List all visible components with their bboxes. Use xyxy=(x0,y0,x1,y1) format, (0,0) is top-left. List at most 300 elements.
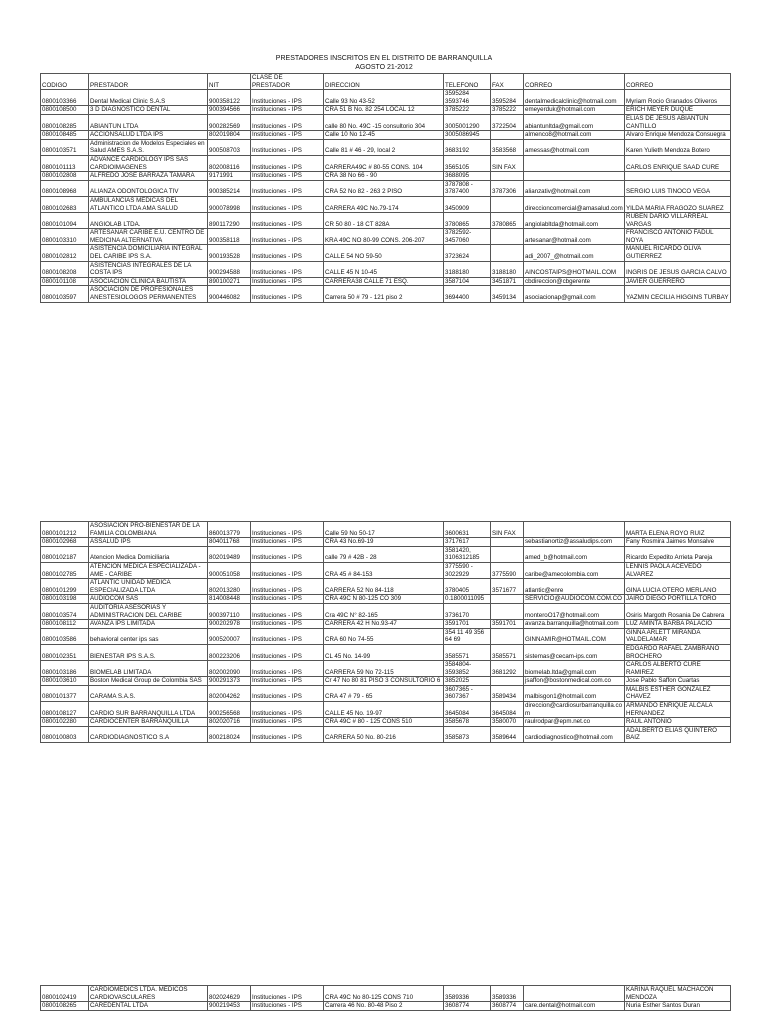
table-row xyxy=(41,131,731,140)
cell-fax: SIN FAX xyxy=(491,522,524,538)
table-row xyxy=(41,620,731,629)
cell-clase: Instituciones - IPS xyxy=(251,595,324,604)
cell-direccion: calle 79 # 42B - 28 xyxy=(324,546,444,562)
cell-fax: 3585571 xyxy=(491,644,524,660)
providers-table-2 xyxy=(40,521,731,743)
cell-codigo: 0800103310 xyxy=(41,229,89,245)
cell-telefono: 3584804-3593852 xyxy=(444,661,491,677)
cell-contacto: GINA LUCIA OTERO MERLANO xyxy=(625,579,731,595)
cell-fax xyxy=(491,677,524,686)
cell-fax: SIN FAX xyxy=(491,155,524,171)
table-row xyxy=(41,286,731,302)
cell-correo: direccioncomercial@amasalud.com xyxy=(524,196,625,212)
cell-fax xyxy=(491,595,524,604)
cell-clase: Instituciones - IPS xyxy=(251,1002,324,1011)
table-row xyxy=(41,245,731,261)
table-row xyxy=(41,685,731,701)
cell-nit: 900202978 xyxy=(208,620,251,629)
cell-contacto: FRANCISCO ANTONIO FADUL NOYA xyxy=(625,229,731,245)
cell-direccion: CRA 60 No 74-55 xyxy=(324,628,444,644)
cell-prestador: ARTESANAR CARIBE E.U. CENTRO DE MEDICINA ALTERNATIVA xyxy=(89,229,208,245)
cell-codigo: 0800102968 xyxy=(41,538,89,547)
table-row xyxy=(41,677,731,686)
table-row xyxy=(41,196,731,212)
cell-fax xyxy=(491,131,524,140)
cell-codigo: 0800101377 xyxy=(41,685,89,701)
cell-contacto: YILDA MARIA FRAGOZO SUAREZ xyxy=(625,196,731,212)
document-date: AGOSTO 21-2012 xyxy=(355,64,413,71)
cell-direccion: Calle 81 # 46 - 29, local 2 xyxy=(324,139,444,155)
table-row xyxy=(41,718,731,727)
cell-direccion: CRA 51 B No. 82 254 LOCAL 12 xyxy=(324,106,444,115)
cell-codigo: 0800108485 xyxy=(41,131,89,140)
cell-telefono: 3600631 xyxy=(444,522,491,538)
cell-contacto: RUBEN DARIO VILLARREAL VARGAS xyxy=(625,213,731,229)
cell-prestador: behavioral center ips sas xyxy=(89,628,208,644)
cell-codigo: 0800103366 xyxy=(41,90,89,106)
cell-fax: 3595284 xyxy=(491,90,524,106)
cell-codigo: 0800108968 xyxy=(41,180,89,196)
table-row xyxy=(41,603,731,619)
cell-codigo: 0800101299 xyxy=(41,579,89,595)
cell-telefono: 3589336 xyxy=(444,986,491,1002)
cell-direccion: Cr 47 No 80 81 PISO 3 CONSULTORIO 6 xyxy=(324,677,444,686)
cell-correo: AINCOSTAIPS@HOTMAIL.COM xyxy=(524,261,625,277)
cell-contacto: Karen Yulieth Mendoza Botero xyxy=(625,139,731,155)
cell-telefono: 3591701 xyxy=(444,620,491,629)
cell-contacto: Fany Rosmira Jaimes Monsalve xyxy=(625,538,731,547)
table-row xyxy=(41,261,731,277)
cell-clase: Instituciones - IPS xyxy=(251,172,324,181)
cell-correo: sebastianortiz@assaludips.com xyxy=(524,538,625,547)
cell-telefono: 3688095 xyxy=(444,172,491,181)
cell-telefono: 3450909 xyxy=(444,196,491,212)
cell-fax xyxy=(491,603,524,619)
cell-correo: raulrodpar@epm.net.co xyxy=(524,718,625,727)
cell-clase: Instituciones - IPS xyxy=(251,213,324,229)
table-row xyxy=(41,644,731,660)
cell-correo: almenco8@hotmail.com xyxy=(524,131,625,140)
cell-correo: jsaffon@bostonmedical.com.co xyxy=(524,677,625,686)
cell-telefono: 354 11 49 356 64 69 xyxy=(444,628,491,644)
cell-fax: 3722504 xyxy=(491,114,524,130)
cell-contacto: LUZ AMINTA BARBA PALACIO xyxy=(625,620,731,629)
cell-codigo: 0800108208 xyxy=(41,261,89,277)
table-row xyxy=(41,522,731,538)
cell-clase: Instituciones - IPS xyxy=(251,702,324,718)
cell-nit: 900294588 xyxy=(208,261,251,277)
cell-codigo: 0800103610 xyxy=(41,677,89,686)
cell-codigo: 0800108285 xyxy=(41,114,89,130)
header-cell-telefono: TELEFONO xyxy=(444,74,491,90)
cell-codigo: 0800101094 xyxy=(41,213,89,229)
cell-contacto: JAVIER GUERRERO xyxy=(625,277,731,286)
cell-nit: 802002090 xyxy=(208,661,251,677)
cell-direccion: CRA 49C No 80-125 CONS 710 xyxy=(324,986,444,1002)
cell-nit: 900397110 xyxy=(208,603,251,619)
cell-nit: 900520007 xyxy=(208,628,251,644)
cell-prestador: CARDIODIAGNOSTICO S.A xyxy=(89,726,208,742)
cell-nit: 804011768 xyxy=(208,538,251,547)
cell-nit: 900385214 xyxy=(208,180,251,196)
cell-contacto: SERGIO LUIS TINOCO VEGA xyxy=(625,180,731,196)
cell-clase: Instituciones - IPS xyxy=(251,579,324,595)
table-row xyxy=(41,1002,731,1011)
cell-fax: 3589434 xyxy=(491,685,524,701)
cell-telefono: 3782592-3457060 xyxy=(444,229,491,245)
cell-contacto: MARTA ELENA ROYO RUIZ xyxy=(625,522,731,538)
cell-clase: Instituciones - IPS xyxy=(251,90,324,106)
cell-prestador: ASISTENCIAS INTEGRALES DE LA COSTA IPS xyxy=(89,261,208,277)
header-cell-direccion: DIRECCION xyxy=(324,74,444,90)
header-cell-correo: CORREO xyxy=(524,74,625,90)
cell-telefono: 3852025 xyxy=(444,677,491,686)
cell-direccion: CARRERA38 CALLE 71 ESQ. xyxy=(324,277,444,286)
cell-prestador: ATENCION MEDICA ESPECIALIZADA - AME - CARIBE xyxy=(89,562,208,578)
cell-nit: 900394566 xyxy=(208,106,251,115)
cell-prestador: ALIANZA ODONTOLOGICA TIV xyxy=(89,180,208,196)
cell-codigo: 0800101212 xyxy=(41,522,89,538)
cell-telefono: 3694400 xyxy=(444,286,491,302)
table-row xyxy=(41,90,731,106)
cell-codigo: 0800102280 xyxy=(41,718,89,727)
cell-codigo: 0800108500 xyxy=(41,106,89,115)
cell-contacto: CARLOS ALBERTO CURE RAMIREZ xyxy=(625,661,731,677)
cell-nit: 900193528 xyxy=(208,245,251,261)
cell-fax: 3780865 xyxy=(491,213,524,229)
cell-clase: Instituciones - IPS xyxy=(251,180,324,196)
cell-direccion: CARRERA 42 H No.93-47 xyxy=(324,620,444,629)
cell-clase: Instituciones - IPS xyxy=(251,261,324,277)
cell-codigo: 0800102187 xyxy=(41,546,89,562)
cell-codigo: 0800103586 xyxy=(41,628,89,644)
header-cell-contacto: CORREO xyxy=(625,74,731,90)
cell-prestador: ANGIOLAB LTDA. xyxy=(89,213,208,229)
cell-correo xyxy=(524,986,625,1002)
cell-telefono: 3587104 xyxy=(444,277,491,286)
cell-codigo: 0800101108 xyxy=(41,277,89,286)
cell-fax: 3645084 xyxy=(491,702,524,718)
cell-contacto: JAIRO DIEGO PORTILLA TORO xyxy=(625,595,731,604)
header-cell-fax: FAX xyxy=(491,74,524,90)
table-row xyxy=(41,546,731,562)
cell-correo: direccion@cardiosurbarranquilla.com xyxy=(524,702,625,718)
cell-prestador: Dental Medical Clinic S.A.S xyxy=(89,90,208,106)
cell-correo: caribe@amecolombia.com xyxy=(524,562,625,578)
cell-fax: 3787306 xyxy=(491,180,524,196)
cell-prestador: AUDIOCOM SAS xyxy=(89,595,208,604)
cell-direccion: CL 45 No. 14-99 xyxy=(324,644,444,660)
cell-prestador: ABIANTUN LTDA xyxy=(89,114,208,130)
cell-correo: biomelab.ltda@gmail.com xyxy=(524,661,625,677)
cell-contacto: ADALBERTO ELIAS QUINTERO BAIZ xyxy=(625,726,731,742)
cell-contacto xyxy=(625,172,731,181)
cell-codigo: 0800108127 xyxy=(41,702,89,718)
cell-clase: Instituciones - IPS xyxy=(251,603,324,619)
cell-nit: 802019489 xyxy=(208,546,251,562)
cell-clase: Instituciones - IPS xyxy=(251,286,324,302)
cell-fax: 3580070 xyxy=(491,718,524,727)
cell-direccion: CRA 38 No 66 - 90 xyxy=(324,172,444,181)
cell-nit: 890117290 xyxy=(208,213,251,229)
cell-telefono: 3585873 xyxy=(444,726,491,742)
cell-prestador: Administracion de Modelos Especiales en Salud AMES S.A.S. xyxy=(89,139,208,155)
table-row xyxy=(41,114,731,130)
cell-codigo: 0800102785 xyxy=(41,562,89,578)
cell-prestador: Boston Medical Group de Colombia SAS xyxy=(89,677,208,686)
cell-clase: Instituciones - IPS xyxy=(251,106,324,115)
cell-nit: 802020716 xyxy=(208,718,251,727)
cell-contacto: YAZMIN CECILIA HIGGINS TURBAY xyxy=(625,286,731,302)
cell-correo: sistemas@cecam-ips.com xyxy=(524,644,625,660)
cell-prestador: ASOSIACION PRO-BIENESTAR DE LA FAMILIA COLOMBIANA xyxy=(89,522,208,538)
cell-telefono: 3607365 - 3607367 xyxy=(444,685,491,701)
cell-fax xyxy=(491,196,524,212)
cell-correo: amed_b@hotmail.com xyxy=(524,546,625,562)
cell-clase: Instituciones - IPS xyxy=(251,245,324,261)
cell-contacto: ARMANDO ENRIQUE ALCALA HERNANDEZ xyxy=(625,702,731,718)
cell-codigo: 0800103571 xyxy=(41,139,89,155)
cell-prestador: ATLANTIC UNIDAD MEDICA ESPECIALIZADA LTDA xyxy=(89,579,208,595)
cell-nit: 802013280 xyxy=(208,579,251,595)
cell-contacto: ELIAS DE JESUS ABIANTUN CANTILLO xyxy=(625,114,731,130)
cell-nit: 900282569 xyxy=(208,114,251,130)
cell-direccion: CALLE 45 N 10-45 xyxy=(324,261,444,277)
cell-direccion: CARRERA 52 No 84-118 xyxy=(324,579,444,595)
cell-telefono: 3775590 - 3022929 xyxy=(444,562,491,578)
cell-nit: 900256568 xyxy=(208,702,251,718)
table-row xyxy=(41,538,731,547)
cell-direccion: CRA 45 # 84-153 xyxy=(324,562,444,578)
cell-direccion: calle 80 No. 49C -15 consultorio 304 xyxy=(324,114,444,130)
table-row xyxy=(41,277,731,286)
cell-contacto: RAUL ANTONIO xyxy=(625,718,731,727)
table-row xyxy=(41,702,731,718)
cell-clase: Instituciones - IPS xyxy=(251,986,324,1002)
cell-nit: 900358122 xyxy=(208,90,251,106)
cell-nit: 802024629 xyxy=(208,986,251,1002)
cell-direccion: CARRERA 59 No 72-115 xyxy=(324,661,444,677)
providers-table-1 xyxy=(40,73,731,303)
cell-fax xyxy=(491,546,524,562)
cell-correo: cardiodiagnostico@hotmail.com xyxy=(524,726,625,742)
cell-direccion: CRA 43 No.69-19 xyxy=(324,538,444,547)
cell-prestador: ASOCIACION CLINICA BAUTISTA xyxy=(89,277,208,286)
cell-direccion: CARRERA 50 No. 80-216 xyxy=(324,726,444,742)
cell-telefono: 3005086945 xyxy=(444,131,491,140)
cell-correo: amessas@hotmail.com xyxy=(524,139,625,155)
header-cell-nit: NIT xyxy=(208,74,251,90)
cell-clase: Instituciones - IPS xyxy=(251,677,324,686)
cell-fax: 3775590 xyxy=(491,562,524,578)
cell-fax xyxy=(491,628,524,644)
cell-direccion: Carrera 50 # 79 - 121 piso 2 xyxy=(324,286,444,302)
cell-telefono: 3565105 xyxy=(444,155,491,171)
cell-telefono: 3585571 xyxy=(444,644,491,660)
cell-fax: 3785222 xyxy=(491,106,524,115)
cell-nit: 900078998 xyxy=(208,196,251,212)
cell-telefono: 3780865 xyxy=(444,213,491,229)
cell-contacto: Jose Pablo Saffon Cuartas xyxy=(625,677,731,686)
cell-prestador: CARDIO SUR BARRANQUILLA LTDA xyxy=(89,702,208,718)
cell-clase: Instituciones - IPS xyxy=(251,229,324,245)
cell-telefono: 3785222 xyxy=(444,106,491,115)
cell-nit: 860013779 xyxy=(208,522,251,538)
cell-telefono: 3005001290 xyxy=(444,114,491,130)
cell-prestador: AVANZA IPS LIMITADA xyxy=(89,620,208,629)
cell-correo: asociacionap@gmail.com xyxy=(524,286,625,302)
table-row xyxy=(41,628,731,644)
cell-contacto: Osiris Margoth Rosania De Cabrera xyxy=(625,603,731,619)
cell-clase: Instituciones - IPS xyxy=(251,522,324,538)
cell-correo: artesanar@hotmail.com xyxy=(524,229,625,245)
cell-codigo: 0800103198 xyxy=(41,595,89,604)
cell-telefono: 3683192 xyxy=(444,139,491,155)
cell-contacto: INGRIS DE JESUS GARCIA CALVO xyxy=(625,261,731,277)
cell-prestador: ACCIONSALUD LTDA IPS xyxy=(89,131,208,140)
cell-telefono: 3585678 xyxy=(444,718,491,727)
cell-correo: malbisgon1@hotmail.com xyxy=(524,685,625,701)
cell-clase: Instituciones - IPS xyxy=(251,131,324,140)
cell-direccion: Calle 10 No 12-45 xyxy=(324,131,444,140)
cell-correo: adi_2007_@hotmail.com xyxy=(524,245,625,261)
cell-codigo: 0800100803 xyxy=(41,726,89,742)
cell-contacto: Nuria Esther Santos Duran xyxy=(625,1002,731,1011)
document-title: PRESTADORES INSCRITOS EN EL DISTRITO DE BARRANQUILLA xyxy=(275,55,493,62)
cell-fax: 3681292 xyxy=(491,661,524,677)
cell-prestador: ASISTENCIA DOMICILIARIA INTEGRAL DEL CARIBE IPS S.A. xyxy=(89,245,208,261)
table-row xyxy=(41,139,731,155)
table-row xyxy=(41,180,731,196)
cell-clase: Instituciones - IPS xyxy=(251,196,324,212)
table-row xyxy=(41,726,731,742)
cell-prestador: CARDIOMEDICS LTDA. MEDICOS CARDIOVASCULARES xyxy=(89,986,208,1002)
cell-correo: alianzativ@hotmail.com xyxy=(524,180,625,196)
cell-clase: Instituciones - IPS xyxy=(251,562,324,578)
cell-telefono: 3787808 - 3787400 xyxy=(444,180,491,196)
cell-fax: 3583568 xyxy=(491,139,524,155)
cell-prestador: ASOCIACION DE PROFESIONALES ANESTESIOLOGOS PERMANENTES xyxy=(89,286,208,302)
cell-fax: 3591701 xyxy=(491,620,524,629)
cell-telefono: 3645084 xyxy=(444,702,491,718)
cell-prestador: ASSALUD IPS xyxy=(89,538,208,547)
table-row xyxy=(41,661,731,677)
cell-codigo: 0800108265 xyxy=(41,1002,89,1011)
cell-prestador: AMBULANCIAS MEDICAS DEL ATLANTICO LTDA AMA SALUD xyxy=(89,196,208,212)
cell-direccion: CRA 47 # 79 - 65 xyxy=(324,685,444,701)
cell-nit: 802004262 xyxy=(208,685,251,701)
cell-direccion: CALLE 54 NO 59-50 xyxy=(324,245,444,261)
cell-fax xyxy=(491,245,524,261)
cell-telefono: 3188180 xyxy=(444,261,491,277)
header-cell-prestador: PRESTADOR xyxy=(89,74,208,90)
cell-nit: 900291373 xyxy=(208,677,251,686)
providers-table-3 xyxy=(40,985,731,1011)
cell-telefono: 3717617 xyxy=(444,538,491,547)
header-cell-clase: CLASE DE PRESTADOR xyxy=(251,74,324,90)
cell-nit: 800218024 xyxy=(208,726,251,742)
cell-clase: Instituciones - IPS xyxy=(251,546,324,562)
cell-correo xyxy=(524,172,625,181)
cell-direccion: Calle 93 No 43-52 xyxy=(324,90,444,106)
cell-codigo: 0800102351 xyxy=(41,644,89,660)
cell-prestador: CAREDENTAL LTDA xyxy=(89,1002,208,1011)
cell-prestador: BIOMELAB LIMITADA xyxy=(89,661,208,677)
cell-nit: 900508703 xyxy=(208,139,251,155)
cell-nit: 900051058 xyxy=(208,562,251,578)
cell-direccion: CRA 49C # 80 - 125 CONS 510 xyxy=(324,718,444,727)
cell-fax: 3608774 xyxy=(491,1002,524,1011)
cell-prestador: ALFREDO JOSE BARRAZA TAMARA xyxy=(89,172,208,181)
cell-clase: Instituciones - IPS xyxy=(251,644,324,660)
cell-nit: 800223206 xyxy=(208,644,251,660)
cell-contacto: GINNA ARLETT MIRANDA VALDELAMAR xyxy=(625,628,731,644)
cell-codigo: 0800103597 xyxy=(41,286,89,302)
cell-nit: 802008116 xyxy=(208,155,251,171)
table-row xyxy=(41,562,731,578)
cell-clase: Instituciones - IPS xyxy=(251,139,324,155)
cell-direccion: CRA 52 No 82 - 263 2 PISO xyxy=(324,180,444,196)
cell-direccion: Calle 59 No 50-17 xyxy=(324,522,444,538)
cell-telefono: 3780405 xyxy=(444,579,491,595)
cell-codigo: 0800102683 xyxy=(41,196,89,212)
cell-telefono: 3723624 xyxy=(444,245,491,261)
cell-nit: 900446082 xyxy=(208,286,251,302)
cell-nit: 814008448 xyxy=(208,595,251,604)
cell-contacto: EDGARDO RAFAEL ZAMBRANO BROCHERO xyxy=(625,644,731,660)
cell-fax: 3451871 xyxy=(491,277,524,286)
cell-nit: 9171991 xyxy=(208,172,251,181)
cell-correo xyxy=(524,522,625,538)
cell-clase: Instituciones - IPS xyxy=(251,661,324,677)
cell-direccion: CALLE 45 No. 19-97 xyxy=(324,702,444,718)
cell-fax: 3188180 xyxy=(491,261,524,277)
cell-clase: Instituciones - IPS xyxy=(251,726,324,742)
cell-telefono: 3581420, 3106312185 xyxy=(444,546,491,562)
cell-fax: 3589336 xyxy=(491,986,524,1002)
cell-correo: cbdireccion@cbgerente xyxy=(524,277,625,286)
cell-correo: care.dental@hotmail.com xyxy=(524,1002,625,1011)
cell-contacto: Alvaro Enrique Mendoza Consuegra xyxy=(625,131,731,140)
cell-correo: avanza.barranquilla@hotmail.com xyxy=(524,620,625,629)
cell-correo: GINNAMIR@HOTMAIL.COM xyxy=(524,628,625,644)
table-row xyxy=(41,106,731,115)
cell-codigo: 0800102419 xyxy=(41,986,89,1002)
cell-clase: Instituciones - IPS xyxy=(251,277,324,286)
cell-codigo: 0800108112 xyxy=(41,620,89,629)
cell-direccion: KRA 49C NO 80-99 CONS. 206-207 xyxy=(324,229,444,245)
cell-correo: atlantic@enre xyxy=(524,579,625,595)
cell-correo xyxy=(524,155,625,171)
cell-correo: abiantunltda@gmail.com xyxy=(524,114,625,130)
cell-contacto: Ricardo Expedito Arrieta Pareja xyxy=(625,546,731,562)
cell-codigo: 0800101113 xyxy=(41,155,89,171)
cell-contacto: ERICH MEYER DUQUE xyxy=(625,106,731,115)
cell-codigo: 0800102812 xyxy=(41,245,89,261)
table-row xyxy=(41,595,731,604)
cell-nit: 900358118 xyxy=(208,229,251,245)
cell-clase: Instituciones - IPS xyxy=(251,155,324,171)
header-cell-codigo: CODIGO xyxy=(41,74,89,90)
cell-clase: Instituciones - IPS xyxy=(251,685,324,701)
cell-direccion: Cra 49C N° 82-165 xyxy=(324,603,444,619)
cell-prestador: BIENESTAR IPS S.A.S. xyxy=(89,644,208,660)
cell-prestador: CARDIOCENTER BARRANQUILLA xyxy=(89,718,208,727)
cell-contacto: MANUEL RICARDO OLIVA GUTIERREZ xyxy=(625,245,731,261)
cell-nit: 890100271 xyxy=(208,277,251,286)
cell-correo: emeyerduk@hotmail.com xyxy=(524,106,625,115)
cell-telefono: 0.1800011095 xyxy=(444,595,491,604)
